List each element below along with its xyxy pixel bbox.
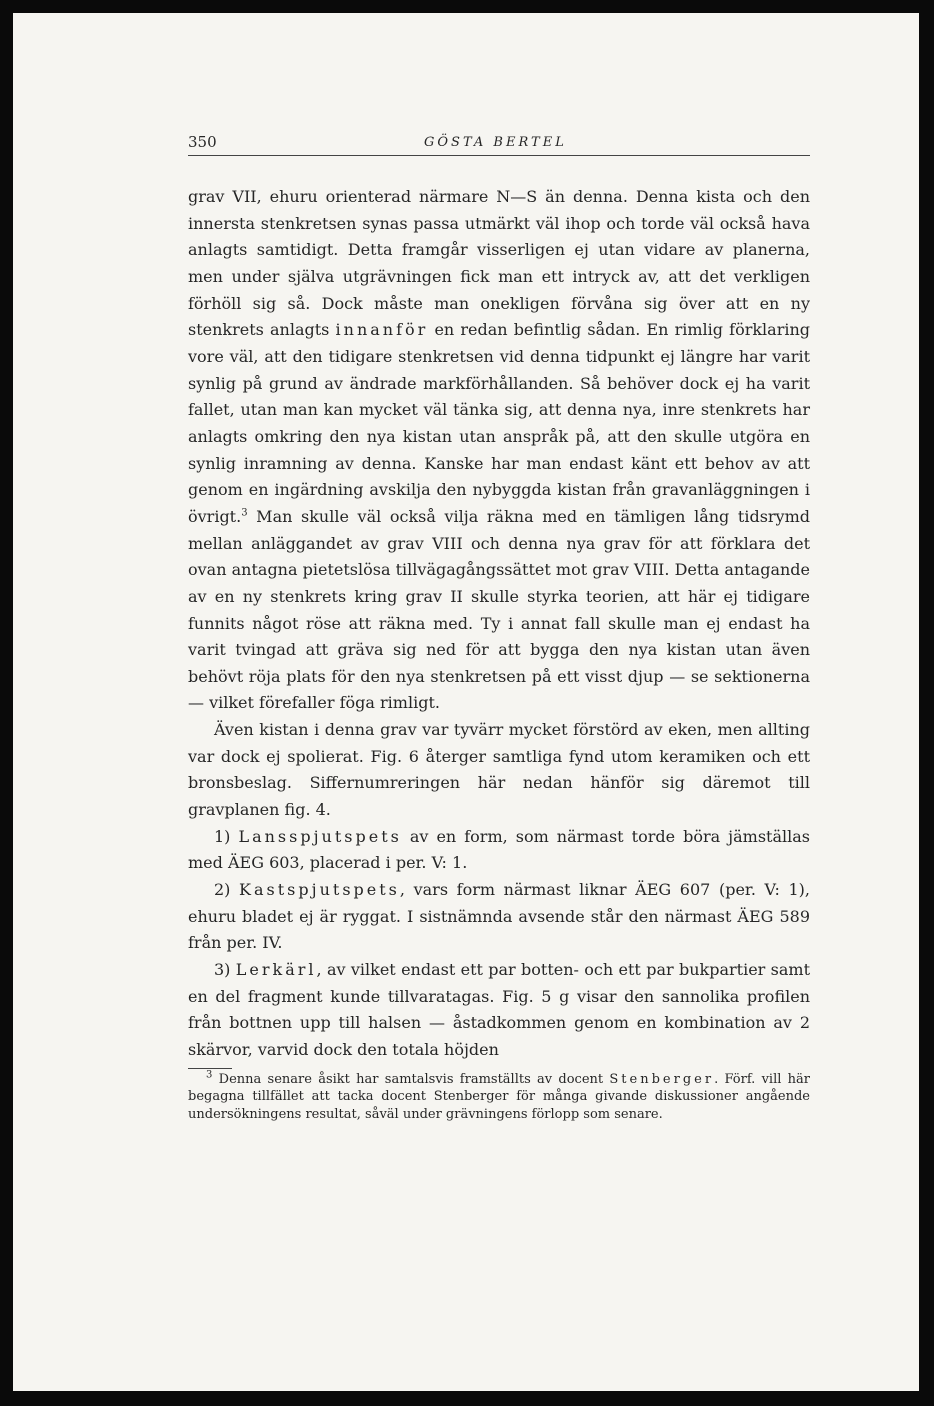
find-item-2-term: Kastspjutspets (239, 880, 400, 900)
page-number: 350 (188, 133, 217, 151)
paragraph-2: Även kistan i denna grav var tyvärr mycket förstörd av eken, men allting var dock ej spolierat. Fig. 6 återger samtliga fynd utom keramiken och ett bronsbeslag. Siffernumreringen här nedan hänför sig däremot till gravplanen fig. 4. (188, 720, 810, 820)
find-item-1-term: Lansspjutspets (238, 826, 402, 846)
emphasis-innanfor: innanför (335, 320, 429, 340)
running-title: GÖSTA BERTEL (424, 135, 567, 150)
running-header (188, 131, 810, 156)
find-item-1-text: av en form, som närmast torde böra jämställas med ÄEG 603, placerad i per. V: 1. (188, 826, 810, 873)
find-item-3-term: Lerkärl (235, 960, 317, 980)
body-text (188, 184, 810, 1064)
paragraph-1 (188, 184, 810, 717)
footnote-text-a: Denna senare åsikt har samtalsvis framställts av docent (212, 1071, 610, 1087)
footnote-mark: 3 (206, 1069, 213, 1081)
find-item-2 (188, 877, 810, 957)
page (13, 13, 919, 1391)
paragraph-1-text-c: Man skulle väl också vilja räkna med en tämligen lång tidsrymd mellan anläggandet av grav VIII och denna nya grav för att förklara det ovan antagna pietetslösa tillvägagångssättet mot grav VIII. Detta antagande av en ny stenkrets kring grav II skulle styrka teorien, att här ej tidigare funnits något röse att räkna med. Ty i annat fall skulle man ej endast ha varit tvingad att gräva sig ned för att bygga den nya kistan utan även behövt röja plats för den nya stenkretsen på ett visst djup — se sektionerna — vilket förefaller föga rimligt. (188, 506, 810, 713)
find-item-1 (188, 824, 810, 877)
page-content (188, 131, 810, 1123)
paragraph-1-text-b: en redan befintlig sådan. En rimlig förklaring vore väl, att den tidigare stenkretsen vid denna tidpunkt ej längre har varit synlig på grund av ändrade markförhållanden. Så behöver dock ej ha varit fallet, utan man kan mycket väl tänka sig, att denna nya, inre stenkrets har anlagts omkring den nya kistan utan anspråk på, att den skulle utgöra en synlig inramning av denna. Kanske har man endast känt ett behov av att genom en ingärdning avskilja den nybyggda kistan från gravanläggningen i övrigt. (188, 320, 811, 526)
find-item-3-number: 3) (214, 960, 236, 980)
footnote-3 (188, 1071, 810, 1124)
find-item-3-text: , av vilket endast ett par botten- och ett par bukpartier samt en del fragment kunde tillvaratagas. Fig. 5 g visar den sannolika profilen från bottnen upp till halsen — åstadkommen genom en kombination av 2 skärvor, varvid dock den totala höjden (188, 960, 810, 1059)
find-item-1-number: 1) (214, 826, 239, 846)
footnote-name: Stenberger (609, 1071, 715, 1087)
paragraph-1-text-a: grav VII, ehuru orienterad närmare N—S än denna. Denna kista och den innersta stenkretsen synas passa utmärkt väl ihop och torde väl också hava anlagts samtidigt. Detta framgår visserligen ej utan vidare av planerna, men under själva utgrävningen fick man ett intryck av, att det verkligen förhöll sig så. Dock måste man onekligen förvåna sig över att en ny stenkrets anlagts (188, 187, 810, 340)
footnotes (188, 1071, 810, 1124)
footnote-text-b: . Förf. vill här begagna tillfället att tacka docent Stenberger för många givande diskussioner angående undersökningens resultat, såväl under grävningens förlopp som senare. (188, 1071, 811, 1122)
find-item-2-number: 2) (214, 880, 240, 900)
find-item-2-text: , vars form närmast liknar ÄEG 607 (per. V: 1), ehuru bladet ej är ryggat. I sistnämnda avsende står den närmast ÄEG 589 från per. IV. (188, 880, 810, 953)
footnote-reference: 3 (241, 507, 248, 519)
find-item-3 (188, 957, 810, 1064)
